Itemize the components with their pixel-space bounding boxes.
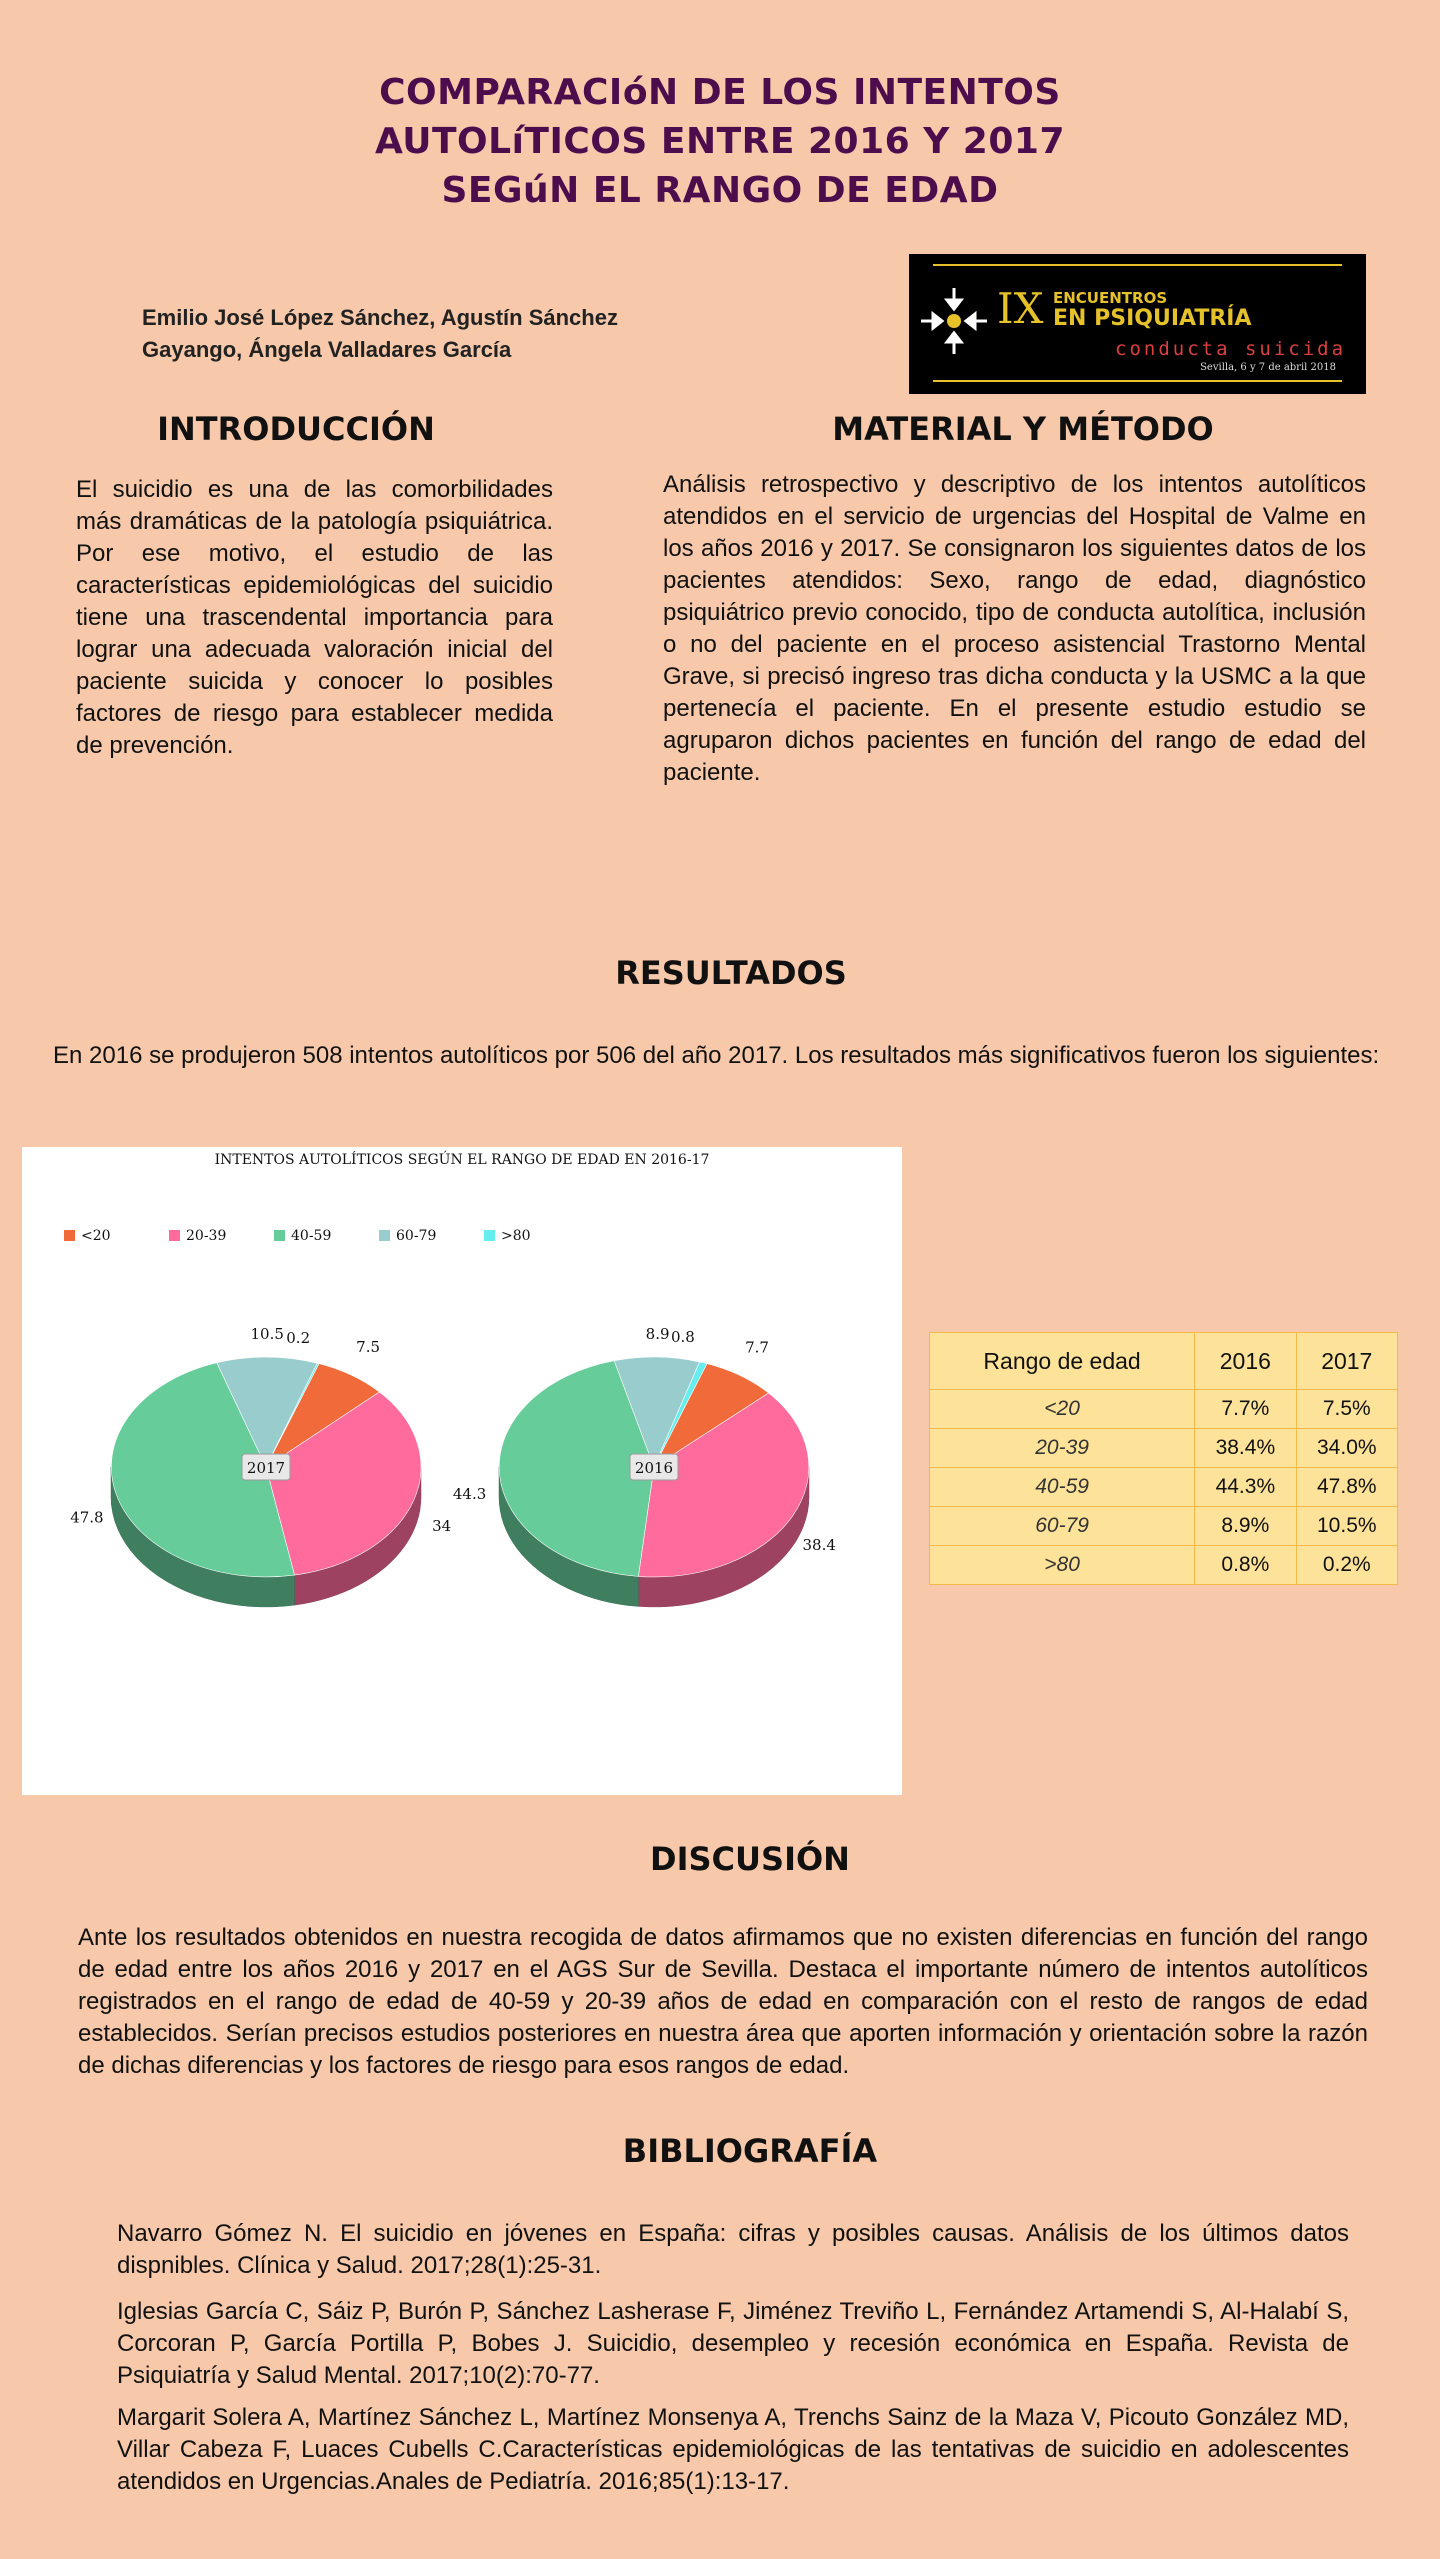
table-header: Rango de edad (930, 1333, 1195, 1390)
table-row (930, 1546, 1398, 1585)
pie-chart (22, 1147, 902, 1795)
method-text: Análisis retrospectivo y descriptivo de los intentos autolíticos atendidos en el servicio de urgencias del Hospital de Valme en los años 2016 y 2017. Se consignaron los siguientes datos de los pacientes atendidos: Sexo, rango de edad, diagnóstico psiquiátrico previo conocido, tipo de conducta autolítica, inclusión o no del paciente en el proceso asistencial Trastorno Mental Grave, si precisó ingreso tras dicha conducta y la USMC a la que pertenecía el paciente. En el presente estudio estudio se agruparon dichos pacientes en función del rango de edad del paciente. (663, 471, 1366, 786)
table-cell: 47.8% (1296, 1468, 1397, 1507)
legend-label: 60-79 (396, 1228, 437, 1244)
chart-title: INTENTOS AUTOLÍTICOS SEGÚN EL RANGO DE EDAD EN 2016-17 (214, 1152, 710, 1168)
logo-rule (933, 380, 1342, 382)
logo-date: Sevilla, 6 y 7 de abril 2018 (1200, 362, 1336, 373)
table-cell: 7.7% (1195, 1390, 1296, 1429)
pie-value-label: 8.9 (645, 1325, 670, 1343)
logo-line2-main: PSIQUIATRÍA (1094, 306, 1252, 331)
table-cell: >80 (930, 1546, 1195, 1585)
logo-subtitle: conducta suicida (1115, 338, 1347, 360)
poster-title (220, 68, 1220, 215)
pie-value-label: 34 (432, 1517, 452, 1536)
table-row (930, 1429, 1398, 1468)
table-cell: <20 (930, 1390, 1195, 1429)
pie-value-label: 10.5 (250, 1325, 284, 1343)
authors (142, 302, 702, 366)
method-heading: MATERIAL Y MÉTODO (832, 410, 1214, 448)
bibliography-heading: BIBLIOGRAFÍA (622, 2132, 878, 2170)
table-row (930, 1507, 1398, 1546)
logo-line2-prefix: EN (1053, 306, 1087, 331)
legend-swatch (484, 1230, 495, 1241)
title-line: SEGúN EL RANGO DE EDAD (441, 170, 999, 211)
legend-label: 40-59 (291, 1228, 332, 1244)
legend-label: <20 (81, 1228, 111, 1244)
pie-center-label: 2016 (634, 1459, 674, 1477)
table-row (930, 1468, 1398, 1507)
legend-swatch (169, 1230, 180, 1241)
table-cell: 20-39 (930, 1429, 1195, 1468)
table-cell: 0.2% (1296, 1546, 1397, 1585)
logo-line2 (1053, 306, 1252, 331)
results-table (929, 1332, 1398, 1585)
bibliography-item: Navarro Gómez N. El suicidio en jóvenes en España: cifras y posibles causas. Análisis de los últimos datos dispnibles. Clínica y Salud. 2017;28(1):25-31. (117, 2220, 1349, 2279)
logo-roman: IX (997, 284, 1044, 333)
results-heading: RESULTADOS (615, 954, 847, 992)
arrows-icon (917, 284, 991, 358)
table-cell: 7.5% (1296, 1390, 1397, 1429)
bibliography-item: Margarit Solera A, Martínez Sánchez L, Martínez Monsenya A, Trenchs Sainz de la Maza V, Picouto González MD, Villar Cabeza F, Luaces Cubells C.Características epidemiológicas de las tentativas de suicidio en adolescentes atendidos en Urgencias.Anales de Pediatría. 2016;85(1):13-17. (117, 2404, 1349, 2495)
logo-line1: ENCUENTROS (1053, 289, 1168, 307)
conference-logo (909, 254, 1366, 394)
discussion-heading: DISCUSIÓN (650, 1840, 850, 1878)
bibliography-item: Iglesias García C, Sáiz P, Burón P, Sánchez Lasherase F, Jiménez Treviño L, Fernández Artamendi S, Al-Halabí S, Corcoran P, García Portilla P, Bobes J. Suicidio, desempleo y recesión económica en España. Revista de Psiquiatría y Salud Mental. 2017;10(2):70-77. (117, 2298, 1349, 2389)
table-header: 2016 (1195, 1333, 1296, 1390)
table-header-row (930, 1333, 1398, 1390)
authors-line: Emilio José López Sánchez, Agustín Sánchez (142, 305, 618, 330)
table-cell: 10.5% (1296, 1507, 1397, 1546)
pie-value-label: 7.7 (745, 1338, 769, 1357)
intro-text: El suicidio es una de las comorbilidades más dramáticas de la patología psiquiátrica. Por ese motivo, el estudio de las características epidemiológicas del suicidio tiene una trascendental importancia para lograr una adecuada valoración inicial del paciente suicida y conocer lo posibles factores de riesgo para establecer medida de prevención. (76, 476, 553, 759)
pie-value-label: 0.8 (670, 1328, 695, 1347)
authors-line: Gayango, Ángela Valladares García (142, 337, 512, 362)
title-line: AUTOLíTICOS ENTRE 2016 Y 2017 (374, 121, 1065, 162)
pie-value-label: 44.3 (452, 1484, 487, 1503)
pie-value-label: 0.2 (286, 1329, 311, 1347)
discussion-text: Ante los resultados obtenidos en nuestra recogida de datos afirmamos que no existen diferencias en función del rango de edad entre los años 2016 y 2017 en el AGS Sur de Sevilla. Destaca el importante número de intentos autolíticos registrados en el rango de edad de 40-59 y 20-39 años de edad en comparación con el resto de rangos de edad establecidos. Serían precisos estudios posteriores en nuestra área que aporten información y orientación sobre la razón de dichas diferencias y los factores de riesgo para esos rangos de edad. (78, 1924, 1368, 2079)
table-cell: 8.9% (1195, 1507, 1296, 1546)
table-header: 2017 (1296, 1333, 1397, 1390)
results-text: En 2016 se produjeron 508 intentos autolíticos por 506 del año 2017. Los resultados más significativos fueron los siguientes: (53, 1042, 1380, 1069)
table-row (930, 1390, 1398, 1429)
table-cell: 0.8% (1195, 1546, 1296, 1585)
logo-rule (933, 264, 1342, 266)
legend-swatch (64, 1230, 75, 1241)
pie-center-label: 2017 (246, 1459, 286, 1477)
pie-value-label: 38.4 (802, 1536, 836, 1555)
title-line: COMPARACIóN DE LOS INTENTOS (379, 72, 1061, 113)
pie-value-label: 47.8 (70, 1508, 104, 1527)
table-cell: 40-59 (930, 1468, 1195, 1507)
table-cell: 60-79 (930, 1507, 1195, 1546)
intro-heading: INTRODUCCIÓN (157, 410, 435, 448)
pie-chart-panel (22, 1147, 902, 1795)
legend-swatch (274, 1230, 285, 1241)
table-cell: 38.4% (1195, 1429, 1296, 1468)
legend-label: 20-39 (186, 1228, 227, 1244)
legend-label: >80 (501, 1228, 531, 1244)
table-cell: 44.3% (1195, 1468, 1296, 1507)
table-cell: 34.0% (1296, 1429, 1397, 1468)
pie-value-label: 7.5 (356, 1337, 381, 1356)
legend-swatch (379, 1230, 390, 1241)
